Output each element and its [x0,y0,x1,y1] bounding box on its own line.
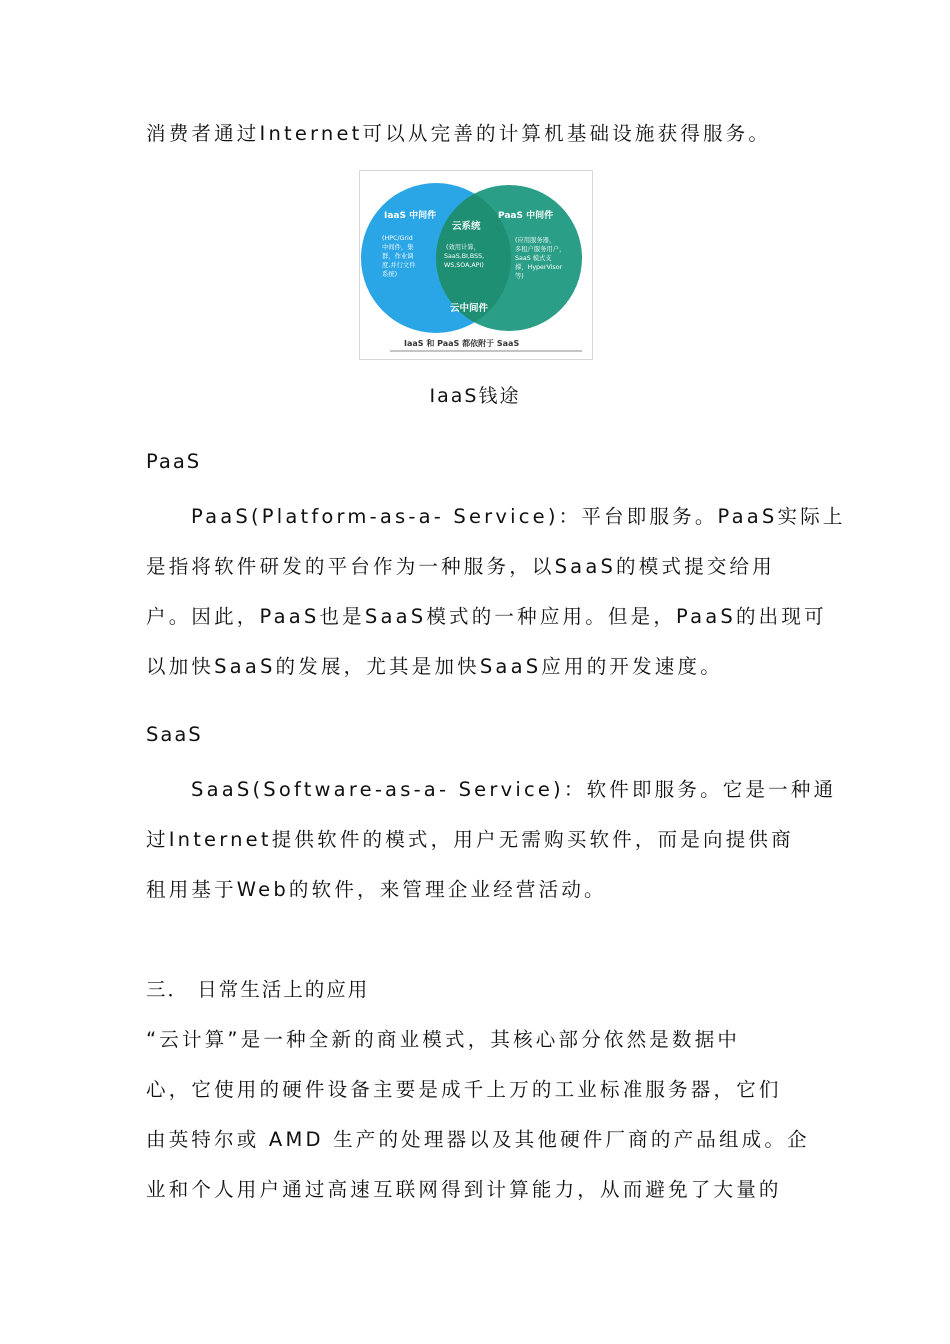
section3-line-4: 业和个人用户通过高速互联网得到计算能力，从而避免了大量的 [146,1178,782,1201]
iaas-body-line-2: 中间件，集 [382,244,414,251]
iaas-body-line-5: 系统) [382,271,398,278]
iaas-title: IaaS 中间件 [384,211,437,221]
paas-line-2: 是指将软件研发的平台作为一种服务，以SaaS的模式提交给用 [146,555,775,578]
paas-line-1: PaaS(Platform-as-a- Service)：平台即服务。PaaS实际上 [191,505,846,528]
intro-line: 消费者通过Internet可以从完善的计算机基础设施获得服务。 [146,122,772,145]
paas-body-line-3: SaaS 模式支 [515,255,552,262]
figure-caption: IaaS钱途 [429,385,521,407]
cloud-body-line-1: (效用计算， [446,244,480,251]
venn-diagram [360,171,592,359]
paas-line-4: 以加快SaaS的发展，尤其是加快SaaS应用的开发速度。 [146,655,723,678]
saas-heading: SaaS [146,723,203,746]
figure-bottom-caption: IaaS 和 PaaS 都依附于 SaaS [404,339,520,348]
paas-heading: PaaS [146,450,202,473]
paas-body-line-4: 撑，HyperVisor [515,264,563,271]
cloud-body-line-3: WS,SOA,API) [444,262,484,269]
cloud-body-line-2: SaaS,BI,BSS, [444,253,485,260]
iaas-body-line-1: (HPC/Grid [382,235,413,242]
saas-line-2: 过Internet提供软件的模式，用户无需购买软件，而是向提供商 [146,828,794,851]
paas-line-3: 户。因此，PaaS也是SaaS模式的一种应用。但是，PaaS的出现可 [146,605,827,628]
paas-body-line-2: 多租户服务用户， [515,246,566,253]
section3-line-1: “云计算”是一种全新的商业模式，其核心部分依然是数据中 [146,1028,741,1051]
paas-title: PaaS 中间件 [498,211,554,221]
saas-line-3: 租用基于Web的软件，来管理企业经营活动。 [146,878,607,901]
section3-line-3: 由英特尔或 AMD 生产的处理器以及其他硬件厂商的产品组成。企 [146,1128,810,1151]
venn-diagram-figure [359,170,593,360]
iaas-body-line-3: 群，作业调 [382,253,414,260]
iaas-body-line-4: 度,并行文件 [382,262,416,269]
cloud-system-title: 云系统 [452,221,481,232]
section3-line-2: 心，它使用的硬件设备主要是成千上万的工业标准服务器，它们 [146,1078,782,1101]
section3-heading: 三． 日常生活上的应用 [146,978,370,1001]
paas-body-line-1: (应用服务器， [515,237,556,244]
cloud-middleware-label: 云中间件 [450,303,489,314]
saas-line-1: SaaS(Software-as-a- Service)：软件即服务。它是一种通 [191,778,837,801]
paas-body-line-5: 等) [515,273,524,280]
